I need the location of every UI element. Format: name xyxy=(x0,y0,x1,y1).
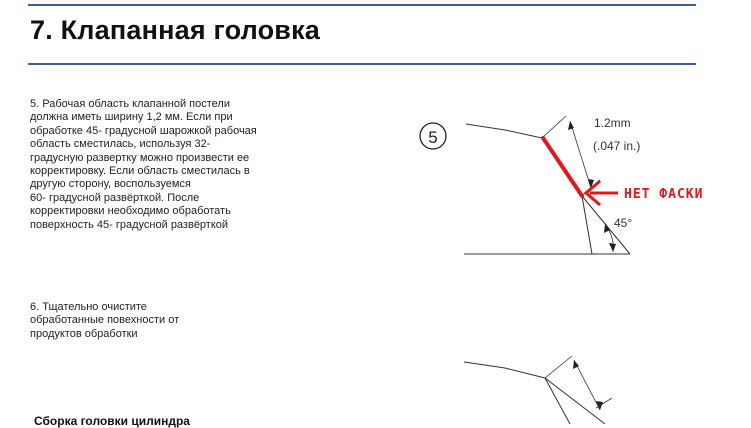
step-6-text: 6. Тщательно очистите обработанные повехности от продуктов обработки xyxy=(30,301,180,340)
dimension-line xyxy=(574,360,600,410)
angle-label: 45° xyxy=(614,216,633,230)
section-heading-assembly: Сборка головки цилиндра xyxy=(34,414,190,428)
valve-seat-diagram-6 xyxy=(464,356,612,424)
width-mm-label: 1.2mm xyxy=(594,116,631,130)
dimension-arrow xyxy=(568,121,574,130)
width-in-label: (.047 in.) xyxy=(593,139,641,153)
valve-face-line xyxy=(466,124,542,138)
no-chamfer-annotation: НЕТ ФАСКИ xyxy=(624,187,704,202)
angle-arrow xyxy=(609,243,616,252)
valve-seat-diagram-5 xyxy=(420,116,703,254)
seat-line xyxy=(545,378,570,424)
dimension-extension xyxy=(542,116,566,138)
step-5-text: 5. Рабочая область клапанной постели должна иметь ширину 1,2 мм. Если при обработке 45- градусной шарожкой рабочая область сместилась, используя 32- градусную развертку можно произвести ее корректировку. Если область сместилась в другую сторону, воспользуемся 60- градусной развёрткой. После корректировки необходимо обработать поверхность 45- градусной развёрткой xyxy=(30,98,257,231)
seat-line xyxy=(582,196,592,254)
dimension-extension xyxy=(545,356,572,378)
step-number: 5 xyxy=(428,128,438,147)
dimension-line xyxy=(570,121,591,188)
page-title: 7. Клапанная головка xyxy=(30,15,321,45)
valve-face-line xyxy=(464,362,545,378)
seat-contact-highlight xyxy=(543,138,582,196)
